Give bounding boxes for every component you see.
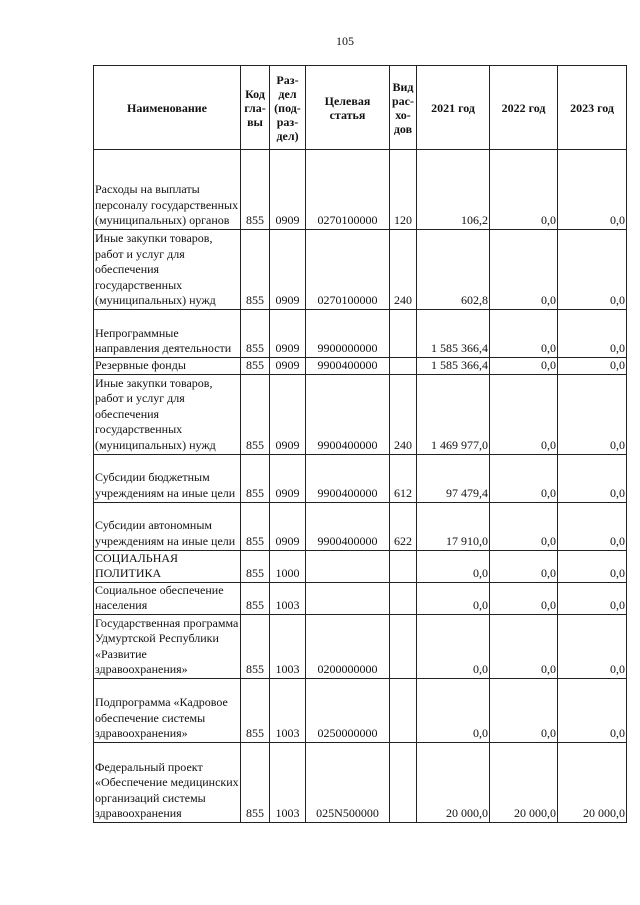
row-amount-2022: 0,0 (490, 310, 558, 358)
row-amount-2022: 20 000,0 (490, 742, 558, 822)
row-expense-kind: 240 (390, 374, 417, 454)
row-section: 0909 (270, 374, 306, 454)
header-year-2022: 2022 год (490, 66, 558, 150)
row-name: Резервные фонды (94, 358, 241, 375)
page-number: 105 (336, 34, 354, 48)
row-chapter-code: 855 (241, 230, 270, 310)
row-amount-2022: 0,0 (490, 150, 558, 230)
row-section: 1000 (270, 550, 306, 582)
row-chapter-code: 855 (241, 614, 270, 678)
row-amount-2023: 0,0 (558, 310, 627, 358)
row-target-article: 9900400000 (306, 502, 390, 550)
row-amount-2021: 1 469 977,0 (417, 374, 490, 454)
row-section: 0909 (270, 230, 306, 310)
row-expense-kind: 612 (390, 454, 417, 502)
row-chapter-code: 855 (241, 454, 270, 502)
row-expense-kind (390, 742, 417, 822)
row-expense-kind: 120 (390, 150, 417, 230)
row-amount-2021: 602,8 (417, 230, 490, 310)
table-row (94, 614, 627, 678)
row-amount-2022: 0,0 (490, 614, 558, 678)
row-amount-2021: 0,0 (417, 678, 490, 742)
row-expense-kind (390, 550, 417, 582)
row-amount-2021: 1 585 366,4 (417, 310, 490, 358)
row-target-article: 9900400000 (306, 374, 390, 454)
header-expense-kind: Вид рас- хо- дов (390, 66, 417, 150)
row-chapter-code: 855 (241, 678, 270, 742)
row-section: 0909 (270, 150, 306, 230)
table-row (94, 230, 627, 310)
row-amount-2022: 0,0 (490, 582, 558, 614)
row-section: 0909 (270, 310, 306, 358)
row-name: Иные закупки товаров, работ и услуг для обеспечения государственных (муниципальных) нужд (94, 374, 241, 454)
row-amount-2022: 0,0 (490, 454, 558, 502)
row-name: Расходы на выплаты персоналу государственных (муниципальных) органов (94, 150, 241, 230)
row-target-article (306, 550, 390, 582)
row-expense-kind (390, 310, 417, 358)
row-name: Иные закупки товаров, работ и услуг для обеспечения государственных (муниципальных) нужд (94, 230, 241, 310)
table-row (94, 310, 627, 358)
row-amount-2023: 0,0 (558, 582, 627, 614)
row-name: Субсидии бюджетным учреждениям на иные цели (94, 454, 241, 502)
table-body (94, 150, 627, 823)
row-target-article: 0200000000 (306, 614, 390, 678)
row-chapter-code: 855 (241, 374, 270, 454)
row-amount-2022: 0,0 (490, 502, 558, 550)
header-name: Наименование (94, 66, 241, 150)
row-amount-2023: 0,0 (558, 230, 627, 310)
row-chapter-code: 855 (241, 742, 270, 822)
row-chapter-code: 855 (241, 582, 270, 614)
table-header-row (94, 66, 627, 150)
row-name: СОЦИАЛЬНАЯ ПОЛИТИКА (94, 550, 241, 582)
row-expense-kind (390, 582, 417, 614)
row-amount-2021: 1 585 366,4 (417, 358, 490, 375)
row-name: Социальное обеспечение населения (94, 582, 241, 614)
row-target-article: 0270100000 (306, 230, 390, 310)
row-amount-2021: 0,0 (417, 582, 490, 614)
row-amount-2022: 0,0 (490, 374, 558, 454)
row-expense-kind: 240 (390, 230, 417, 310)
header-target-article: Целевая статья (306, 66, 390, 150)
row-section: 0909 (270, 358, 306, 375)
row-name: Непрограммные направления деятельности (94, 310, 241, 358)
table-row (94, 374, 627, 454)
row-target-article: 0250000000 (306, 678, 390, 742)
row-expense-kind (390, 614, 417, 678)
table-row (94, 582, 627, 614)
row-target-article: 9900400000 (306, 358, 390, 375)
table-row (94, 358, 627, 375)
row-name: Государственная программа Удмуртской Республики «Развитие здравоохранения» (94, 614, 241, 678)
row-section: 0909 (270, 454, 306, 502)
table-row (94, 502, 627, 550)
row-amount-2022: 0,0 (490, 230, 558, 310)
row-section: 1003 (270, 742, 306, 822)
row-amount-2023: 0,0 (558, 358, 627, 375)
row-amount-2021: 0,0 (417, 550, 490, 582)
row-amount-2021: 97 479,4 (417, 454, 490, 502)
row-name: Федеральный проект «Обеспечение медицинских организаций системы здравоохранения (94, 742, 241, 822)
row-section: 0909 (270, 502, 306, 550)
row-target-article (306, 582, 390, 614)
row-amount-2023: 0,0 (558, 150, 627, 230)
row-amount-2021: 20 000,0 (417, 742, 490, 822)
row-chapter-code: 855 (241, 502, 270, 550)
row-amount-2022: 0,0 (490, 550, 558, 582)
row-expense-kind (390, 678, 417, 742)
row-amount-2023: 0,0 (558, 678, 627, 742)
header-section: Раз- дел (под- раз- дел) (270, 66, 306, 150)
row-amount-2023: 0,0 (558, 374, 627, 454)
table-row (94, 454, 627, 502)
row-expense-kind (390, 358, 417, 375)
row-amount-2021: 106,2 (417, 150, 490, 230)
row-target-article: 0270100000 (306, 150, 390, 230)
row-chapter-code: 855 (241, 310, 270, 358)
table-row (94, 678, 627, 742)
header-year-2023: 2023 год (558, 66, 627, 150)
row-amount-2021: 17 910,0 (417, 502, 490, 550)
row-expense-kind: 622 (390, 502, 417, 550)
row-section: 1003 (270, 582, 306, 614)
row-amount-2023: 0,0 (558, 614, 627, 678)
row-amount-2022: 0,0 (490, 358, 558, 375)
row-target-article: 9900000000 (306, 310, 390, 358)
row-name: Подпрограмма «Кадровое обеспечение системы здравоохранения» (94, 678, 241, 742)
header-year-2021: 2021 год (417, 66, 490, 150)
table-row (94, 742, 627, 822)
row-amount-2023: 20 000,0 (558, 742, 627, 822)
row-amount-2023: 0,0 (558, 550, 627, 582)
row-chapter-code: 855 (241, 150, 270, 230)
row-target-article: 025N500000 (306, 742, 390, 822)
header-chapter-code: Код гла- вы (241, 66, 270, 150)
budget-table (93, 65, 627, 823)
table-row (94, 550, 627, 582)
row-amount-2021: 0,0 (417, 614, 490, 678)
row-amount-2023: 0,0 (558, 502, 627, 550)
row-amount-2023: 0,0 (558, 454, 627, 502)
table-row (94, 150, 627, 230)
row-section: 1003 (270, 678, 306, 742)
row-section: 1003 (270, 614, 306, 678)
row-name: Субсидии автономным учреждениям на иные цели (94, 502, 241, 550)
row-chapter-code: 855 (241, 550, 270, 582)
row-target-article: 9900400000 (306, 454, 390, 502)
row-amount-2022: 0,0 (490, 678, 558, 742)
row-chapter-code: 855 (241, 358, 270, 375)
